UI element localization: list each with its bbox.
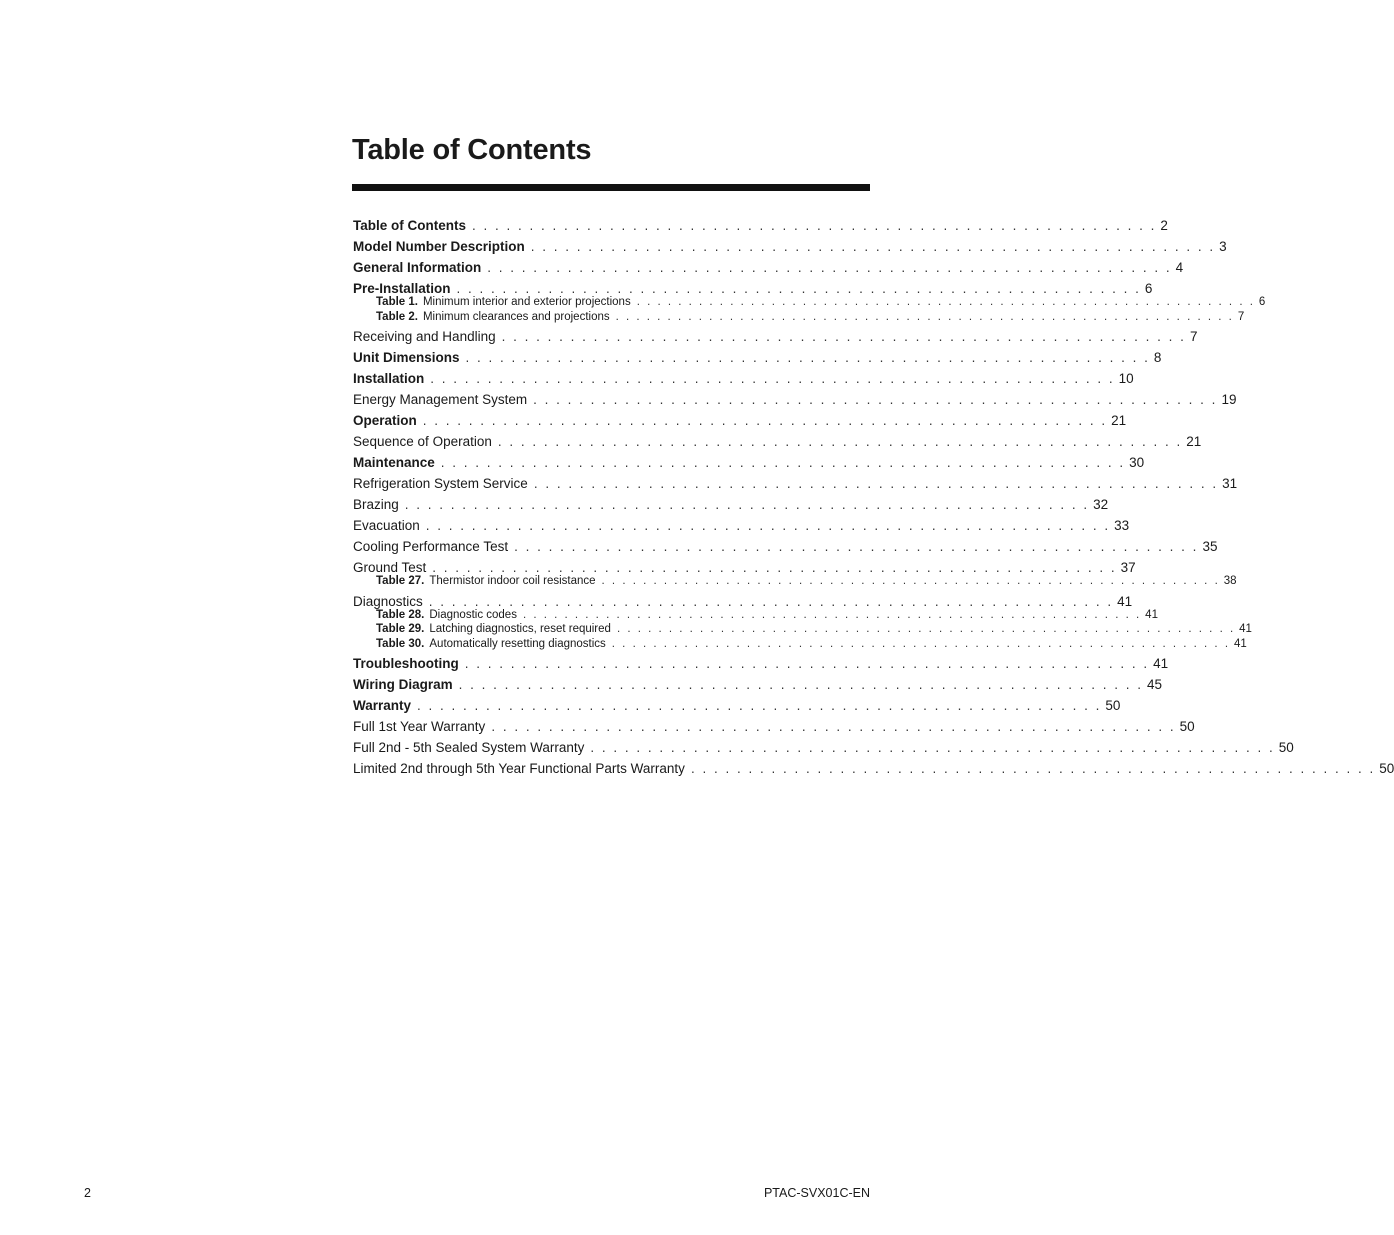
toc-entry[interactable] bbox=[353, 392, 1237, 407]
toc-entry[interactable] bbox=[353, 761, 1394, 776]
dot-leader: . . . . . . . . . . . . . . . . . . . . . . . . . . . . . . . . . . . . . . . . . . . . . . . . . . . . . . . . . . . . bbox=[497, 434, 1183, 449]
toc-table-number: Table 27. bbox=[376, 575, 425, 587]
toc-table-number: Table 1. bbox=[376, 296, 418, 308]
toc-entry[interactable] bbox=[353, 281, 1153, 296]
toc-page-number: 41 bbox=[1153, 656, 1169, 671]
toc-entry[interactable] bbox=[353, 329, 1198, 344]
toc-page-number: 38 bbox=[1223, 575, 1237, 587]
toc-entry-label: Troubleshooting bbox=[353, 656, 459, 671]
toc-table-entry[interactable] bbox=[353, 310, 1245, 325]
toc-page-number: 2 bbox=[1160, 218, 1168, 233]
toc-table-entry[interactable] bbox=[353, 622, 1252, 637]
toc-entry[interactable] bbox=[353, 593, 1133, 609]
toc-page-number: 21 bbox=[1186, 434, 1202, 449]
toc-table-number: Table 2. bbox=[376, 310, 418, 323]
toc-page-number: 41 bbox=[1239, 623, 1252, 635]
toc-entry[interactable] bbox=[353, 497, 1109, 512]
page-number: 2 bbox=[84, 1186, 91, 1200]
toc-entry[interactable] bbox=[353, 476, 1238, 491]
toc-entry-label: Installation bbox=[353, 371, 425, 386]
dot-leader: . . . . . . . . . . . . . . . . . . . . . . . . . . . . . . . . . . . . . . . . . . . . . . . . . . . . . . . . . . . . bbox=[425, 518, 1111, 533]
toc-table-caption: Thermistor indoor coil resistance bbox=[429, 575, 596, 587]
dot-leader: . . . . . . . . . . . . . . . . . . . . . . . . . . . . . . . . . . . . . . . . . . . . . . . . . . . . . . . . . . . . bbox=[690, 761, 1376, 776]
toc-page-number: 50 bbox=[1379, 761, 1394, 776]
toc-page-number: 35 bbox=[1202, 539, 1218, 554]
dot-leader: . . . . . . . . . . . . . . . . . . . . . . . . . . . . . . . . . . . . . . . . . . . . . . . . . . . . . . . . . . . . bbox=[514, 539, 1199, 554]
dot-leader: . . . . . . . . . . . . . . . . . . . . . . . . . . . . . . . . . . . . . . . . . . . . . . . . . . . . . . . . . . . . bbox=[417, 698, 1102, 713]
toc-page-number: 19 bbox=[1221, 392, 1237, 407]
toc-entry-label: Wiring Diagram bbox=[353, 677, 453, 692]
toc-entry[interactable] bbox=[353, 719, 1195, 734]
dot-leader: . . . . . . . . . . . . . . . . . . . . . . . . . . . . . . . . . . . . . . . . . . . . . . . . . . . . . . . . . . . . bbox=[440, 455, 1126, 470]
toc-page-number: 45 bbox=[1147, 677, 1163, 692]
dot-leader: . . . . . . . . . . . . . . . . . . . . . . . . . . . . . . . . . . . . . . . . . . . . . . . . . . . . . . . . . . . . bbox=[487, 260, 1172, 275]
toc-entry[interactable] bbox=[353, 260, 1184, 275]
page-title: Table of Contents bbox=[352, 134, 592, 166]
toc-entry-label bbox=[376, 622, 611, 637]
toc-entry-label: Sequence of Operation bbox=[353, 434, 492, 449]
toc-page-number: 21 bbox=[1111, 413, 1127, 428]
toc-table-caption: Automatically resetting diagnostics bbox=[429, 637, 606, 650]
toc-entry[interactable] bbox=[353, 560, 1136, 575]
toc-entry-label: Full 1st Year Warranty bbox=[353, 719, 486, 734]
toc-entry-label bbox=[376, 574, 596, 589]
dot-leader: . . . . . . . . . . . . . . . . . . . . . . . . . . . . . . . . . . . . . . . . . . . . . . . . . . . . . . . . . . . . bbox=[464, 656, 1150, 671]
toc-page-number: 6 bbox=[1144, 281, 1153, 296]
dot-leader: . . . . . . . . . . . . . . . . . . . . . . . . . . . . . . . . . . . . . . . . . . . . . . . . . . . . . . . . . . . . bbox=[465, 350, 1150, 365]
toc-entry-label: Brazing bbox=[353, 497, 399, 512]
toc-entry-label: Energy Management System bbox=[353, 392, 528, 407]
toc-entry-label: Evacuation bbox=[353, 518, 420, 533]
toc-table-caption: Minimum interior and exterior projections bbox=[422, 296, 631, 308]
toc-page-number: 8 bbox=[1153, 350, 1162, 365]
dot-leader: . . . . . . . . . . . . . . . . . . . . . . . . . . . . . . . . . . . . . . . . . . . . . . . . . . . . . . . . . . . . bbox=[428, 593, 1114, 609]
dot-leader: . . . . . . . . . . . . . . . . . . . . . . . . . . . . . . . . . . . . . . . . . . . . . . . . . . . . . . . . . . . . bbox=[615, 310, 1234, 323]
toc-page-number: 37 bbox=[1120, 560, 1136, 575]
toc-entry[interactable] bbox=[353, 518, 1130, 533]
toc-entry[interactable] bbox=[353, 413, 1127, 428]
toc-table-caption: Latching diagnostics, reset required bbox=[429, 623, 611, 635]
toc-entry[interactable] bbox=[353, 239, 1227, 254]
dot-leader: . . . . . . . . . . . . . . . . . . . . . . . . . . . . . . . . . . . . . . . . . . . . . . . . . . . . . . . . . . . . bbox=[430, 371, 1115, 386]
toc-entry-label: Model Number Description bbox=[353, 239, 525, 254]
toc-table-caption: Diagnostic codes bbox=[429, 608, 517, 621]
toc-page-number: 6 bbox=[1258, 296, 1266, 308]
toc-page-number: 41 bbox=[1145, 608, 1158, 621]
toc-entry-label bbox=[376, 608, 517, 623]
toc-table-number: Table 28. bbox=[376, 608, 425, 621]
toc-entry-label: Diagnostics bbox=[353, 593, 423, 609]
toc-table-number: Table 29. bbox=[376, 623, 425, 635]
toc-entry[interactable] bbox=[353, 434, 1202, 449]
dot-leader: . . . . . . . . . . . . . . . . . . . . . . . . . . . . . . . . . . . . . . . . . . . . . . . . . . . . . . . . . . . . bbox=[472, 218, 1157, 233]
dot-leader: . . . . . . . . . . . . . . . . . . . . . . . . . . . . . . . . . . . . . . . . . . . . . . . . . . . . . . . . . . . . bbox=[611, 637, 1231, 650]
toc-table-entry[interactable] bbox=[353, 637, 1247, 652]
dot-leader: . . . . . . . . . . . . . . . . . . . . . . . . . . . . . . . . . . . . . . . . . . . . . . . . . . . . . . . . . . . . bbox=[491, 719, 1176, 734]
toc-page-number: 30 bbox=[1129, 455, 1145, 470]
toc-entry-label bbox=[376, 637, 606, 652]
document-code: PTAC-SVX01C-EN bbox=[763, 1186, 870, 1200]
dot-leader: . . . . . . . . . . . . . . . . . . . . . . . . . . . . . . . . . . . . . . . . . . . . . . . . . . . . . . . . . . . . bbox=[422, 413, 1108, 428]
toc-page-number: 41 bbox=[1117, 593, 1133, 609]
toc-entry[interactable] bbox=[353, 371, 1134, 386]
toc-table-entry[interactable] bbox=[353, 608, 1158, 623]
toc-entry[interactable] bbox=[353, 677, 1163, 692]
dot-leader: . . . . . . . . . . . . . . . . . . . . . . . . . . . . . . . . . . . . . . . . . . . . . . . . . . . . . . . . . . . . bbox=[458, 677, 1143, 692]
toc-entry[interactable] bbox=[353, 740, 1294, 755]
toc-entry[interactable] bbox=[353, 656, 1169, 671]
toc-page-number: 3 bbox=[1219, 239, 1227, 254]
table-of-contents bbox=[353, 218, 1394, 776]
toc-page-number: 7 bbox=[1189, 329, 1198, 344]
dot-leader: . . . . . . . . . . . . . . . . . . . . . . . . . . . . . . . . . . . . . . . . . . . . . . . . . . . . . . . . . . . . bbox=[616, 623, 1236, 635]
toc-entry[interactable] bbox=[353, 539, 1218, 554]
dot-leader: . . . . . . . . . . . . . . . . . . . . . . . . . . . . . . . . . . . . . . . . . . . . . . . . . . . . . . . . . . . . bbox=[432, 560, 1117, 575]
dot-leader: . . . . . . . . . . . . . . . . . . . . . . . . . . . . . . . . . . . . . . . . . . . . . . . . . . . . . . . . . . . . bbox=[533, 476, 1219, 491]
toc-page-number: 50 bbox=[1179, 719, 1195, 734]
toc-table-entry[interactable] bbox=[353, 295, 1266, 310]
toc-entry-label: Limited 2nd through 5th Year Functional Parts Warranty bbox=[353, 761, 685, 776]
dot-leader: . . . . . . . . . . . . . . . . . . . . . . . . . . . . . . . . . . . . . . . . . . . . . . . . . . . . . . . . . . . . bbox=[501, 329, 1186, 344]
toc-page-number: 10 bbox=[1118, 371, 1134, 386]
toc-entry-label: Table of Contents bbox=[353, 218, 466, 233]
toc-entry[interactable] bbox=[353, 698, 1121, 713]
toc-page-number: 33 bbox=[1114, 518, 1130, 533]
toc-entry-label: Maintenance bbox=[353, 455, 435, 470]
dot-leader: . . . . . . . . . . . . . . . . . . . . . . . . . . . . . . . . . . . . . . . . . . . . . . . . . . . . . . . . . . . . bbox=[530, 239, 1216, 254]
dot-leader: . . . . . . . . . . . . . . . . . . . . . . . . . . . . . . . . . . . . . . . . . . . . . . . . . . . . . . . . . . . . bbox=[601, 575, 1220, 587]
toc-page-number: 50 bbox=[1278, 740, 1294, 755]
dot-leader: . . . . . . . . . . . . . . . . . . . . . . . . . . . . . . . . . . . . . . . . . . . . . . . . . . . . . . . . . . . . bbox=[590, 740, 1275, 755]
toc-entry-label: Operation bbox=[353, 413, 417, 428]
toc-entry[interactable] bbox=[353, 350, 1162, 365]
toc-page-number: 31 bbox=[1222, 476, 1238, 491]
dot-leader: . . . . . . . . . . . . . . . . . . . . . . . . . . . . . . . . . . . . . . . . . . . . . . . . . . . . . . . . . . . . bbox=[404, 497, 1090, 512]
toc-entry-label: General Information bbox=[353, 260, 482, 275]
toc-entry-label: Warranty bbox=[353, 698, 412, 713]
toc-page-number: 50 bbox=[1105, 698, 1121, 713]
toc-entry-label bbox=[376, 295, 631, 310]
toc-entry-label bbox=[376, 310, 610, 325]
toc-entry-label: Refrigeration System Service bbox=[353, 476, 528, 491]
toc-table-caption: Minimum clearances and projections bbox=[422, 310, 610, 323]
toc-table-entry[interactable] bbox=[353, 574, 1237, 589]
toc-entry-label: Receiving and Handling bbox=[353, 329, 496, 344]
toc-entry-label: Ground Test bbox=[353, 560, 427, 575]
toc-entry[interactable] bbox=[353, 218, 1168, 233]
toc-entry-label: Cooling Performance Test bbox=[353, 539, 509, 554]
dot-leader: . . . . . . . . . . . . . . . . . . . . . . . . . . . . . . . . . . . . . . . . . . . . . . . . . . . . . . . . . . . . bbox=[533, 392, 1218, 407]
dot-leader: . . . . . . . . . . . . . . . . . . . . . . . . . . . . . . . . . . . . . . . . . . . . . . . . . . . . . . . . . . . . bbox=[522, 608, 1142, 621]
toc-page-number: 32 bbox=[1093, 497, 1109, 512]
toc-entry-label: Pre-Installation bbox=[353, 281, 451, 296]
toc-entry-label: Unit Dimensions bbox=[353, 350, 460, 365]
toc-table-number: Table 30. bbox=[376, 637, 425, 650]
toc-page-number: 41 bbox=[1234, 637, 1247, 650]
dot-leader: . . . . . . . . . . . . . . . . . . . . . . . . . . . . . . . . . . . . . . . . . . . . . . . . . . . . . . . . . . . . bbox=[636, 296, 1255, 308]
toc-page-number: 7 bbox=[1237, 310, 1245, 323]
title-rule bbox=[352, 184, 870, 191]
toc-page-number: 4 bbox=[1175, 260, 1184, 275]
dot-leader: . . . . . . . . . . . . . . . . . . . . . . . . . . . . . . . . . . . . . . . . . . . . . . . . . . . . . . . . . . . . bbox=[456, 281, 1141, 296]
toc-entry-label: Full 2nd - 5th Sealed System Warranty bbox=[353, 740, 585, 755]
toc-entry[interactable] bbox=[353, 455, 1145, 470]
